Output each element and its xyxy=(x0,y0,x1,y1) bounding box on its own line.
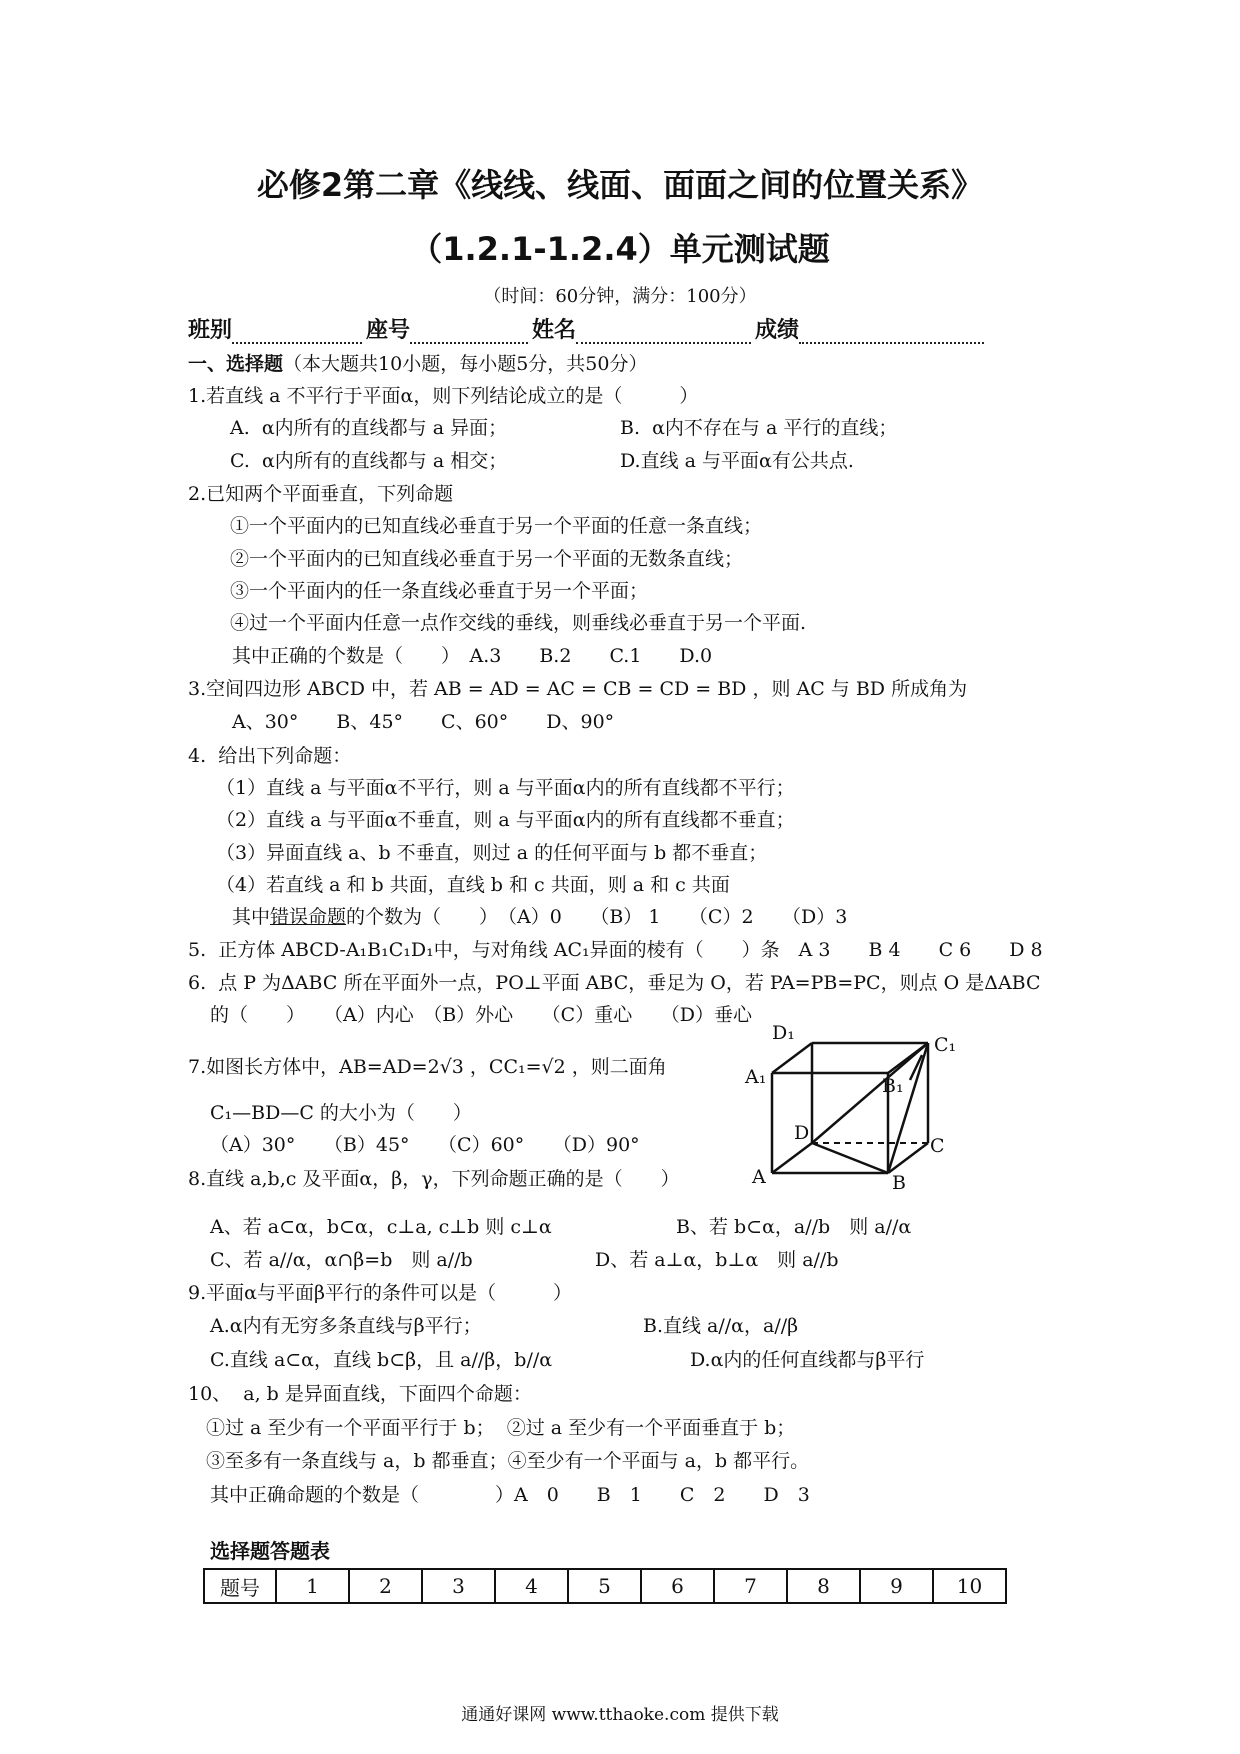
footer-text: 通通好课网 www.tthaoke.com 提供下载 xyxy=(461,1705,779,1725)
answer-cell-5[interactable]: 5 xyxy=(568,1569,641,1603)
figure-label-c: C xyxy=(930,1135,945,1157)
q3-options: A、30° B、45° C、60° D、90° xyxy=(232,711,615,733)
q10-statement-1: ①过 a 至少有一个平面平行于 b； ②过 a 至少有一个平面垂直于 b； xyxy=(206,1417,796,1439)
q6-options: 的（ ） （A）内心 （B）外心 （C）重心 （D）垂心 xyxy=(210,1004,752,1026)
name-label: 姓名 xyxy=(532,318,577,343)
figure-label-c1: C₁ xyxy=(934,1034,957,1056)
figure-label-d: D xyxy=(794,1122,810,1144)
seat-field[interactable] xyxy=(410,322,528,344)
q1-option-d: D.直线 a 与平面α有公共点. xyxy=(620,450,854,472)
q2-statement-4: ④过一个平面内任意一点作交线的垂线，则垂线必垂直于另一个平面. xyxy=(230,612,807,634)
figure-label-b: B xyxy=(892,1172,906,1194)
cuboid-figure xyxy=(740,1025,955,1215)
q9-option-c: C.直线 a⊂α，直线 b⊂β，且 a//β，b//α xyxy=(210,1349,553,1371)
q10-stem: 10、 a, b 是异面直线，下面四个命题： xyxy=(188,1383,532,1405)
q8-option-a: A、若 a⊂α，b⊂α，c⊥a, c⊥b 则 c⊥α xyxy=(210,1216,552,1238)
q8-stem: 8.直线 a,b,c 及平面α，β，γ，下列命题正确的是（ ） xyxy=(188,1168,680,1190)
q4-statement-2: （2）直线 a 与平面α不垂直，则 a 与平面α内的所有直线都不垂直； xyxy=(216,809,795,831)
q1-option-b: B. α内不存在与 a 平行的直线； xyxy=(620,417,898,439)
q9-option-a: A.α内有无穷多条直线与β平行； xyxy=(210,1315,482,1337)
answer-table xyxy=(203,1568,1007,1604)
q9-option-b: B.直线 a//α，a//β xyxy=(643,1315,799,1337)
q8-option-d: D、若 a⊥α，b⊥α 则 a//b xyxy=(595,1249,839,1271)
q7-stem: 7.如图长方体中，AB=AD=2√3 ，CC₁=√2 ，则二面角 xyxy=(188,1056,667,1078)
answer-table-caption: 选择题答题表 xyxy=(210,1539,330,1563)
answer-table-row xyxy=(204,1569,1006,1603)
answer-cell-4[interactable]: 4 xyxy=(495,1569,568,1603)
class-field[interactable] xyxy=(232,322,362,344)
score-label: 成绩 xyxy=(755,318,800,343)
answer-cell-7[interactable]: 7 xyxy=(714,1569,787,1603)
q4-statement-1: （1）直线 a 与平面α不平行，则 a 与平面α内的所有直线都不平行； xyxy=(216,777,795,799)
page-subtitle: （1.2.1-1.2.4）单元测试题 xyxy=(410,230,830,268)
student-info-row xyxy=(188,313,988,344)
q7-stem-2: C₁—BD—C 的大小为（ ） xyxy=(210,1102,472,1124)
q9-option-d: D.α内的任何直线都与β平行 xyxy=(690,1349,925,1371)
q9-stem: 9.平面α与平面β平行的条件可以是（ ） xyxy=(188,1282,572,1304)
q2-statement-2: ②一个平面内的已知直线必垂直于另一个平面的无数条直线； xyxy=(230,548,744,570)
q7-options: （A）30° （B）45° （C）60° （D）90° xyxy=(210,1134,640,1156)
seat-label: 座号 xyxy=(366,318,411,343)
q5-stem: 5. 正方体 ABCD-A₁B₁C₁D₁中，与对角线 AC₁异面的棱有（ ）条 A 3 B 4 C 6 D 8 xyxy=(188,939,1043,961)
answer-cell-8[interactable]: 8 xyxy=(787,1569,860,1603)
section-heading: 一、选择题（本大题共10小题，每小题5分，共50分） xyxy=(188,353,648,375)
answer-cell-1[interactable]: 1 xyxy=(276,1569,349,1603)
class-label: 班别 xyxy=(188,318,233,343)
q4-statement-4: （4）若直线 a 和 b 共面，直线 b 和 c 共面，则 a 和 c 共面 xyxy=(216,874,730,896)
q2-statement-1: ①一个平面内的已知直线必垂直于另一个平面的任意一条直线； xyxy=(230,515,763,537)
answer-cell-3[interactable]: 3 xyxy=(422,1569,495,1603)
q8-option-b: B、若 b⊂α，a//b 则 a//α xyxy=(676,1216,912,1238)
q6-stem: 6. 点 P 为ΔABC 所在平面外一点，PO⊥平面 ABC，垂足为 O，若 PA=PB=PC，则点 O 是ΔABC xyxy=(188,972,1041,994)
answer-table-header-cell: 题号 xyxy=(204,1569,276,1603)
q4-statement-3: （3）异面直线 a、b 不垂直，则过 a 的任何平面与 b 都不垂直； xyxy=(216,842,768,864)
q1-stem: 1.若直线 a 不平行于平面α，则下列结论成立的是（ ） xyxy=(188,385,699,407)
q1-option-a: A. α内所有的直线都与 a 异面； xyxy=(230,417,508,439)
figure-label-d1: D₁ xyxy=(772,1022,795,1044)
q4-stem: 4. 给出下列命题： xyxy=(188,745,352,767)
q2-ask: 其中正确的个数是（ ） A.3 B.2 C.1 D.0 xyxy=(232,645,713,667)
q4-ask: 其中错误命题的个数为（ ） （A）0 （B） 1 （C）2 （D）3 xyxy=(232,906,848,928)
name-field[interactable] xyxy=(576,322,751,344)
q1-option-c: C. α内所有的直线都与 a 相交； xyxy=(230,450,508,472)
time-info: （时间：60分钟，满分：100分） xyxy=(483,286,757,307)
q2-stem: 2.已知两个平面垂直，下列命题 xyxy=(188,483,454,505)
q8-option-c: C、若 a//α，α∩β=b 则 a//b xyxy=(210,1249,473,1271)
q10-statement-2: ③至多有一条直线与 a，b 都垂直；④至少有一个平面与 a，b 都平行。 xyxy=(206,1450,810,1472)
score-field[interactable] xyxy=(799,322,984,344)
answer-cell-9[interactable]: 9 xyxy=(860,1569,933,1603)
figure-label-a1: A₁ xyxy=(745,1066,767,1088)
answer-cell-10[interactable]: 10 xyxy=(933,1569,1006,1603)
figure-label-a: A xyxy=(752,1166,766,1188)
answer-cell-2[interactable]: 2 xyxy=(349,1569,422,1603)
q10-ask: 其中正确命题的个数是（ ）A 0 B 1 C 2 D 3 xyxy=(210,1484,810,1506)
answer-cell-6[interactable]: 6 xyxy=(641,1569,714,1603)
q2-statement-3: ③一个平面内的任一条直线必垂直于另一个平面； xyxy=(230,580,649,602)
q3-stem: 3.空间四边形 ABCD 中，若 AB = AD = AC = CB = CD = BD ，则 AC 与 BD 所成角为 xyxy=(188,678,968,700)
page-title: 必修2第二章《线线、线面、面面之间的位置关系》 xyxy=(256,166,984,204)
figure-label-b1: B₁ xyxy=(882,1075,904,1097)
